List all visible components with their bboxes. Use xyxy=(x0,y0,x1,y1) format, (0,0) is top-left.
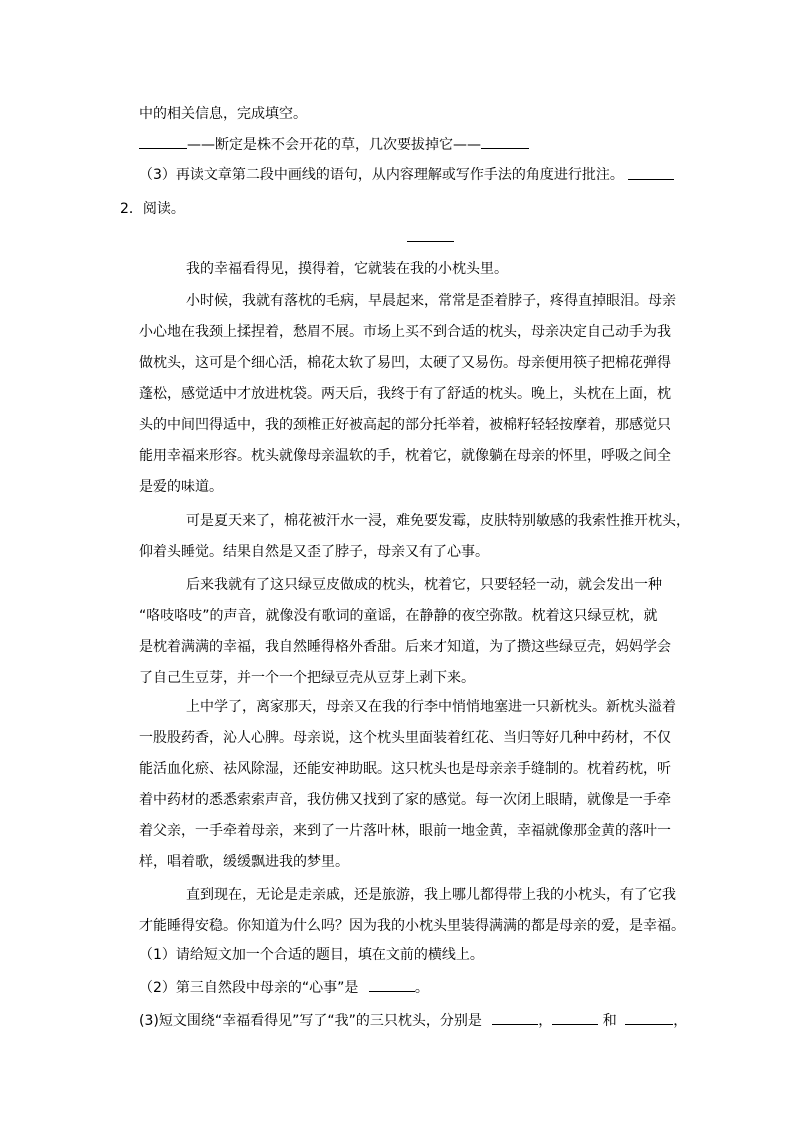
answer-blank[interactable] xyxy=(369,977,415,992)
fill-in-line xyxy=(139,134,529,155)
paragraph-line: 仰着头睡觉。结果自然是又歪了脖子，母亲又有了心事。 xyxy=(139,544,489,560)
answer-blank[interactable] xyxy=(552,1010,598,1025)
paragraph-line: 一股股药香，沁人心脾。母亲说，这个枕头里面装着红花、当归等好几种中药材，不仅 xyxy=(139,730,671,746)
question-2-heading: 2．阅读。 xyxy=(120,201,185,217)
answer-blank[interactable] xyxy=(628,165,674,180)
paragraph-line: 能用幸福来形容。枕头就像母亲温软的手，枕着它，就像躺在母亲的怀里，呼吸之间全 xyxy=(139,448,671,464)
question-text: （3）再读文章第二段中画线的语句，从内容理解或写作手法的角度进行批注。 xyxy=(139,167,624,183)
conjunction: 和 xyxy=(602,1013,617,1029)
paragraph-line: 才能睡得安稳。你知道为什么吗？因为我的小枕头里装得满满的都是母亲的爱，是幸福。 xyxy=(139,918,685,934)
answer-blank[interactable] xyxy=(481,134,529,149)
paragraph-first-line: 可是夏天来了，棉花被汗水一浸，难免要发霉，皮肤特别敏感的我索性推开枕头， xyxy=(186,513,690,529)
paragraph-line: 头的中间凹得适中，我的颈椎正好被高起的部分托举着，被棉籽轻轻按摩着，那感觉只 xyxy=(139,417,671,433)
paragraph-line: 蓬松，感觉适中才放进枕袋。两天后，我终于有了舒适的枕头。晚上，头枕在上面，枕 xyxy=(139,386,671,402)
question-text: （2）第三自然段中母亲的“心事”是 xyxy=(139,980,359,996)
sub-question-1: （1）请给短文加一个合适的题目，填在文前的横线上。 xyxy=(139,947,484,963)
punctuation: 。 xyxy=(414,980,429,996)
question-text: (3)短文围绕“幸福看得见”写了“我”的三只枕头，分别是 xyxy=(139,1013,482,1029)
punctuation: ， xyxy=(538,1013,553,1029)
sub-question-2 xyxy=(139,977,429,998)
paragraph-line: 是爱的味道。 xyxy=(139,479,223,495)
question-3-prev xyxy=(139,165,624,185)
answer-blank[interactable] xyxy=(625,1010,673,1025)
paragraph-first-line: 上中学了，离家那天，母亲又在我的行李中悄悄地塞进一只新枕头。新枕头溢着 xyxy=(186,699,676,715)
paragraph-line: 了自己生豆芽，并一个一个把绿豆壳从豆芽上剥下来。 xyxy=(139,670,475,686)
paragraph-line: 着父亲，一手牵着母亲，来到了一片落叶林，眼前一地金黄，幸福就像那金黄的落叶一 xyxy=(139,823,671,839)
paragraph-line: 小心地在我颈上揉捏着，愁眉不展。市场上买不到合适的枕头，母亲决定自己动手为我 xyxy=(139,324,671,340)
punctuation: ， xyxy=(673,1013,688,1029)
paragraph-line: “咯吱咯吱”的声音，就像没有歌词的童谣，在静静的夜空弥散。枕着这只绿豆枕，就 xyxy=(139,608,658,624)
paragraph-line: 能活血化瘀、祛风除湿，还能安神助眠。这只枕头也是母亲亲手缝制的。枕着药枕，听 xyxy=(139,761,671,777)
quoted-text: ——断定是株不会开花的草，几次要拔掉它—— xyxy=(187,137,481,153)
paragraph-first-line: 我的幸福看得见，摸得着，它就装在我的小枕头里。 xyxy=(186,261,508,277)
paragraph-first-line: 后来我就有了这只绿豆皮做成的枕头，枕着它，只要轻轻一动，就会发出一种 xyxy=(186,577,662,593)
paragraph-first-line: 小时候，我就有落枕的毛病，早晨起来，常常是歪着脖子，疼得直掉眼泪。母亲 xyxy=(186,293,676,309)
paragraph-line: 着中药材的悉悉索索声音，我仿佛又找到了家的感觉。每一次闭上眼睛，就像是一手牵 xyxy=(139,792,671,808)
paragraph-first-line: 直到现在，无论是走亲戚，还是旅游，我上哪儿都得带上我的小枕头，有了它我 xyxy=(186,887,676,903)
prompt-continuation: 中的相关信息，完成填空。 xyxy=(139,106,307,122)
answer-blank[interactable] xyxy=(492,1010,538,1025)
paragraph-line: 是枕着满满的幸福，我自然睡得格外香甜。后来才知道，为了攒这些绿豆壳，妈妈学会 xyxy=(139,639,671,655)
sub-question-3 xyxy=(139,1010,687,1031)
answer-blank[interactable] xyxy=(139,134,187,149)
title-blank[interactable] xyxy=(407,241,454,242)
paragraph-line: 做枕头，这可是个细心活，棉花太软了易凹，太硬了又易伤。母亲便用筷子把棉花弹得 xyxy=(139,355,671,371)
paragraph-line: 样，唱着歌，缓缓飘进我的梦里。 xyxy=(139,854,349,870)
